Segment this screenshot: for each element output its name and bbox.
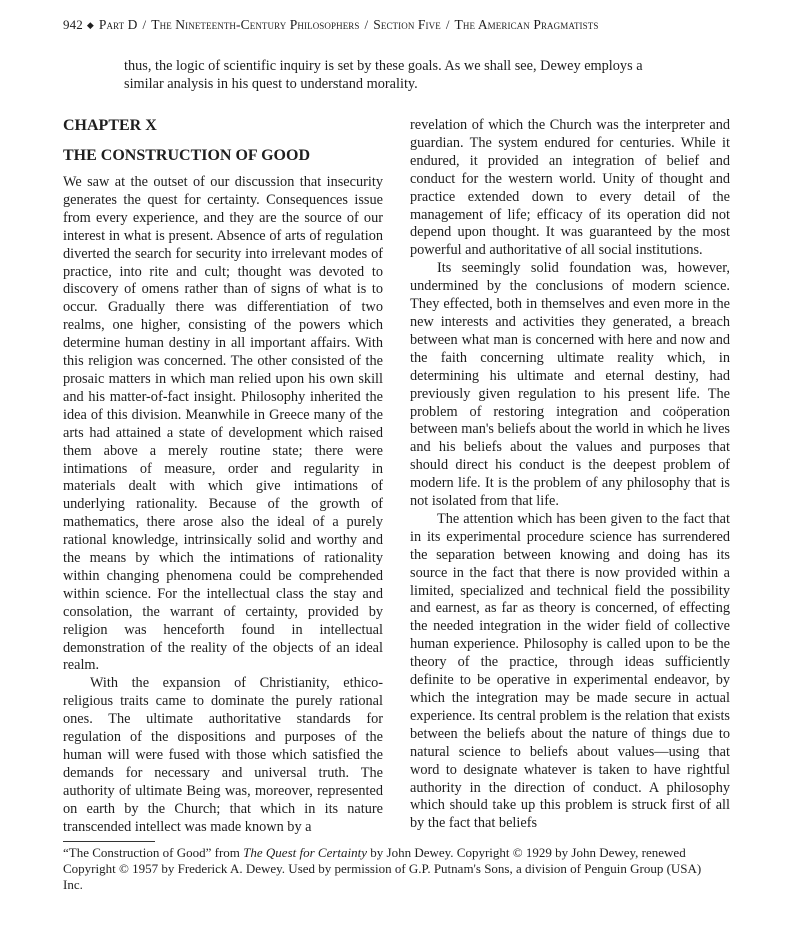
body-paragraph: The attention which has been given to the fact that in its experimental procedure science has surrendered the separation between knowing and doing has its source in the fact that there is now provided within a limited, specialized and technical field the possibility and earnest, as far as theory is concerned, of effecting the needed integration in the wider field of collective human experience. Philosophy is called upon to be the theory of the practice, through ideas sufficiently definite to be operative in experimental endeavor, by which the integration may be made secure in actual experience. Its central problem is the relation that exists between the beliefs about the nature of things due to natural science to beliefs about values—using that word to designate whatever is taken to have rightful authority in the direction of conduct. A philosophy which should take up this problem is struck first of all by the fact that beliefs [410,510,730,832]
header-section-title: The American Pragmatists [454,17,599,32]
body-paragraph: revelation of which the Church was the interpreter and guardian. The system endured for centuries. While it endured, it provided an integration of belief and conduct for the western world. Unity of thought and practice extended down to every detail of the management of life; efficacy of its operation did not depend upon thought. It was guaranteed by the most powerful and authoritative of all social institutions. [410,117,730,259]
footnote-before-title: “The Construction of Good” from [63,845,244,860]
footnote-after-title: by John Dewey. Copyright © 1929 by John Dewey, renewed Copyright © 1957 by Frederick A. Dewey. Used by permission of G.P. Putnam's Sons, a division of Penguin Group (USA) Inc. [63,845,702,892]
intro-text: thus, the logic of scientific inquiry is set by these goals. As we shall see, Dewey employs a similar analysis in his quest to understand morality. [124,58,643,92]
header-section-group: The Nineteenth-Century Philosophers [151,17,360,32]
header-section: Section Five [373,17,441,32]
intro-paragraph [124,57,684,93]
body-paragraph: With the expansion of Christianity, ethico-religious traits came to dominate the purely rational ones. The ultimate authoritative standards for regulation of the dispositions and purposes of the human will were fused with those which satisfied the demands for necessary and universal truth. The authority of ultimate Being was, moreover, represented on earth by the Church; that which in its nature transcended intellect was made known by a [63,675,383,835]
chapter-title: THE CONSTRUCTION OF GOOD [63,147,310,164]
footnote-divider [63,841,155,842]
diamond-ornament-icon: ◆ [86,20,94,30]
footnote-text [63,845,723,893]
header-part: Part D [98,17,138,32]
header-separator: / [445,17,450,32]
footnote-book-title: The Quest for Certainty [243,845,368,860]
body-paragraph: Its seemingly solid foundation was, however, undermined by the conclusions of modern science. They effected, both in themselves and even more in the new interests and activities they generated, a breach between what man is concerned with here and now and the faith concerning ultimate reality which, in determining his ultimate and eternal destiny, had previously given regulation to his present life. The problem of restoring integration and coöperation between man's beliefs about the world in which he lives and his beliefs about the values and purposes that should direct his conduct is the deepest problem of modern life. It is the problem of any philosophy that is not isolated from that life. [410,260,730,510]
footnote [63,845,723,893]
body-paragraph: We saw at the outset of our discussion that insecurity generates the quest for certainty. Consequences issue from every experience, and they are the source of our interest in what is present. Absence of arts of regulation diverted the search for security into irrelevant modes of practice, into rite and cult; thought was devoted to discovery of omens rather than of signs of what is to occur. Gradually there was differentiation of two realms, one higher, consisting of the powers which determine human destiny in all important affairs. With this religion was concerned. The other consisted of the prosaic matters in which man relied upon his own skill and his matter-of-fact insight. Philosophy inherited the idea of this division. Meanwhile in Greece many of the arts had attained a state of development which raised them above a merely routine state; there were intimations of measure, order and regularity in materials dealt with which give intimations of underlying rationality. Because of the growth of mathematics, there arose also the ideal of a purely rational knowledge, intrinsically solid and worthy and the means by which the intimations of rationality within changing phenomena could be comprehended within science. For the intellectual class the stay and consolation, the warrant of certainty, provided by religion was henceforth found in intellectual demonstration of the reality of the objects of an ideal realm. [63,174,383,674]
header-separator: / [142,17,147,32]
left-column [63,116,383,837]
header-separator: / [364,17,369,32]
right-column [410,117,730,833]
page-number: 942 [63,17,83,32]
chapter-label: CHAPTER X [63,117,157,134]
running-header [63,17,764,33]
